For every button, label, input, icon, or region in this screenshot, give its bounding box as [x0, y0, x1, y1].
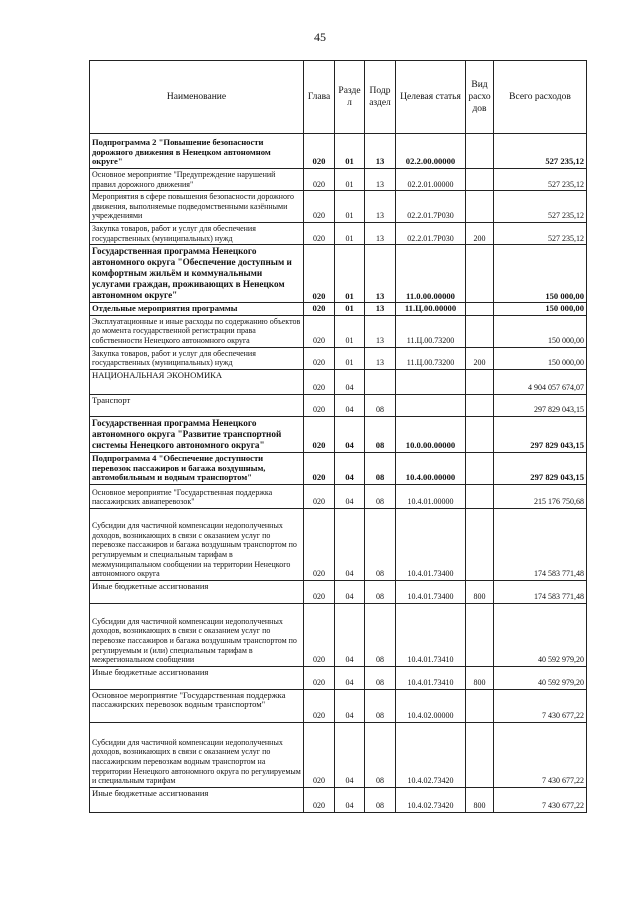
table-row: [90, 416, 587, 452]
header-target: Целевая статья: [396, 61, 466, 134]
row-target: 10.4.01.73410: [396, 603, 466, 666]
table-row: [90, 508, 587, 580]
row-chapter: 020: [304, 394, 335, 416]
row-chapter: 020: [304, 416, 335, 452]
row-kind: [466, 484, 494, 508]
table-row: [90, 787, 587, 812]
row-subsection: 08: [365, 722, 396, 787]
table-header-row: [90, 61, 587, 134]
header-total: Всего расходов: [494, 61, 587, 134]
row-section: 01: [335, 169, 365, 191]
row-kind: [466, 315, 494, 347]
table-row: [90, 689, 587, 722]
row-kind: 200: [466, 222, 494, 244]
row-kind: 800: [466, 580, 494, 603]
row-target: 02.2.01.7Р030: [396, 222, 466, 244]
row-subsection: 13: [365, 191, 396, 223]
table-row: [90, 134, 587, 169]
row-kind: [466, 369, 494, 394]
row-name: Субсидии для частичной компенсации недополученных доходов, возникающих в связи с оказанием услуг по перевозке пассажиров и багажа воздушным транспортом по регулируемым и специальным тарифам в межмуниципальном сообщении на территории Ненецкого автономного округа: [90, 508, 304, 580]
page-number: 45: [314, 30, 326, 44]
table-row: [90, 722, 587, 787]
row-chapter: 020: [304, 303, 335, 316]
row-name: Субсидии для частичной компенсации недополученных доходов, возникающих в связи с оказанием услуг по перевозке пассажиров и багажа воздушным транспортом по регулируемым и (или) специальным тарифам в межрегиональном сообщении: [90, 603, 304, 666]
row-kind: 200: [466, 347, 494, 369]
row-kind: 800: [466, 666, 494, 689]
row-name: Основное мероприятие "Государственная поддержка пассажирских перевозок водным транспортом": [90, 689, 304, 722]
table-row: [90, 580, 587, 603]
row-kind: 800: [466, 787, 494, 812]
row-total: 174 583 771,48: [494, 580, 587, 603]
row-target: 02.2.00.00000: [396, 134, 466, 169]
row-subsection: 08: [365, 787, 396, 812]
row-chapter: 020: [304, 315, 335, 347]
row-total: 297 829 043,15: [494, 394, 587, 416]
row-target: [396, 394, 466, 416]
row-section: 04: [335, 666, 365, 689]
row-subsection: 08: [365, 666, 396, 689]
table-row: [90, 394, 587, 416]
row-name: Основное мероприятие "Предупреждение нарушений правил дорожного движения": [90, 169, 304, 191]
row-total: 527 235,12: [494, 191, 587, 223]
row-section: 04: [335, 452, 365, 484]
row-kind: [466, 191, 494, 223]
row-total: 150 000,00: [494, 245, 587, 303]
row-total: 4 904 057 674,07: [494, 369, 587, 394]
header-section: Разде л: [335, 61, 365, 134]
row-kind: [466, 508, 494, 580]
row-section: 04: [335, 369, 365, 394]
row-chapter: 020: [304, 722, 335, 787]
row-target: 02.2.01.00000: [396, 169, 466, 191]
table-row: [90, 666, 587, 689]
table-row: [90, 369, 587, 394]
row-section: 04: [335, 689, 365, 722]
row-name: Государственная программа Ненецкого автономного округа "Обеспечение доступным и комфортным жильём и коммунальными услугами граждан, проживающих в Ненецком автономном округе": [90, 245, 304, 303]
row-name: Подпрограмма 4 "Обеспечение доступности перевозок пассажиров и багажа воздушным, автомобильным и водным транспортом": [90, 452, 304, 484]
row-kind: [466, 169, 494, 191]
row-target: 10.4.01.73400: [396, 580, 466, 603]
table-row: [90, 303, 587, 316]
row-target: 10.4.02.73420: [396, 787, 466, 812]
row-subsection: 08: [365, 394, 396, 416]
row-total: 40 592 979,20: [494, 603, 587, 666]
row-chapter: 020: [304, 169, 335, 191]
row-chapter: 020: [304, 452, 335, 484]
row-section: 04: [335, 603, 365, 666]
row-total: 527 235,12: [494, 169, 587, 191]
row-chapter: 020: [304, 787, 335, 812]
row-subsection: 08: [365, 416, 396, 452]
row-name: Основное мероприятие "Государственная поддержка пассажирских авиаперевозок": [90, 484, 304, 508]
row-kind: [466, 689, 494, 722]
row-subsection: 13: [365, 245, 396, 303]
row-section: 01: [335, 315, 365, 347]
row-subsection: 13: [365, 134, 396, 169]
row-section: 04: [335, 722, 365, 787]
row-section: 04: [335, 787, 365, 812]
row-chapter: 020: [304, 484, 335, 508]
header-name: Наименование: [90, 61, 304, 134]
row-name: НАЦИОНАЛЬНАЯ ЭКОНОМИКА: [90, 369, 304, 394]
row-name: Мероприятия в сфере повышения безопасности дорожного движения, выполняемые подведомственными казёнными учреждениями: [90, 191, 304, 223]
row-chapter: 020: [304, 689, 335, 722]
table-row: [90, 315, 587, 347]
row-subsection: 08: [365, 452, 396, 484]
row-total: 297 829 043,15: [494, 452, 587, 484]
table-row: [90, 191, 587, 223]
row-target: 11.Ц.00.73200: [396, 315, 466, 347]
table-row: [90, 484, 587, 508]
row-target: 10.4.01.73400: [396, 508, 466, 580]
table-row: [90, 169, 587, 191]
row-name: Эксплуатационные и иные расходы по содержанию объектов до момента государственной регистрации права собственности Ненецкого автономного округа: [90, 315, 304, 347]
row-section: 01: [335, 347, 365, 369]
row-chapter: 020: [304, 580, 335, 603]
row-total: 174 583 771,48: [494, 508, 587, 580]
row-target: 10.4.02.73420: [396, 722, 466, 787]
row-kind: [466, 303, 494, 316]
row-name: Иные бюджетные ассигнования: [90, 666, 304, 689]
table-row: [90, 347, 587, 369]
table-row: [90, 222, 587, 244]
row-subsection: 08: [365, 484, 396, 508]
row-chapter: 020: [304, 603, 335, 666]
row-subsection: 13: [365, 222, 396, 244]
row-section: 01: [335, 222, 365, 244]
row-section: 01: [335, 245, 365, 303]
row-name: Закупка товаров, работ и услуг для обеспечения государственных (муниципальных) нужд: [90, 347, 304, 369]
row-target: 11.Ц.00.73200: [396, 347, 466, 369]
table-row: [90, 245, 587, 303]
row-kind: [466, 134, 494, 169]
row-section: 01: [335, 134, 365, 169]
row-section: 04: [335, 580, 365, 603]
row-total: 150 000,00: [494, 347, 587, 369]
row-subsection: 13: [365, 169, 396, 191]
row-subsection: 08: [365, 508, 396, 580]
row-chapter: 020: [304, 508, 335, 580]
row-kind: [466, 603, 494, 666]
row-target: 10.4.01.73410: [396, 666, 466, 689]
row-kind: [466, 394, 494, 416]
row-kind: [466, 416, 494, 452]
row-total: 40 592 979,20: [494, 666, 587, 689]
header-kind: Вид расхо дов: [466, 61, 494, 134]
row-total: 7 430 677,22: [494, 722, 587, 787]
row-name: Транспорт: [90, 394, 304, 416]
row-name: Иные бюджетные ассигнования: [90, 787, 304, 812]
row-chapter: 020: [304, 134, 335, 169]
row-target: 02.2.01.7Р030: [396, 191, 466, 223]
row-total: 150 000,00: [494, 303, 587, 316]
header-chapter: Глава: [304, 61, 335, 134]
row-total: 7 430 677,22: [494, 787, 587, 812]
row-total: 150 000,00: [494, 315, 587, 347]
row-kind: [466, 452, 494, 484]
row-total: 215 176 750,68: [494, 484, 587, 508]
row-subsection: 13: [365, 347, 396, 369]
row-subsection: 08: [365, 603, 396, 666]
row-section: 01: [335, 191, 365, 223]
row-name: Субсидии для частичной компенсации недополученных доходов, возникающих в связи с оказанием услуг по пассажирским перевозкам водным транспортом на территории Ненецкого автономного округа по регулируемым и специальным тарифам: [90, 722, 304, 787]
row-subsection: 13: [365, 303, 396, 316]
row-total: 297 829 043,15: [494, 416, 587, 452]
row-chapter: 020: [304, 347, 335, 369]
row-subsection: [365, 369, 396, 394]
row-name: Закупка товаров, работ и услуг для обеспечения государственных (муниципальных) нужд: [90, 222, 304, 244]
row-section: 01: [335, 303, 365, 316]
row-chapter: 020: [304, 222, 335, 244]
table-row: [90, 603, 587, 666]
row-total: 527 235,12: [494, 222, 587, 244]
row-section: 04: [335, 394, 365, 416]
row-name: Иные бюджетные ассигнования: [90, 580, 304, 603]
row-name: Отдельные мероприятия программы: [90, 303, 304, 316]
row-section: 04: [335, 484, 365, 508]
row-total: 527 235,12: [494, 134, 587, 169]
row-target: 10.4.00.00000: [396, 452, 466, 484]
row-target: 10.4.02.00000: [396, 689, 466, 722]
row-name: Подпрограмма 2 "Повышение безопасности дорожного движения в Ненецком автономном округе": [90, 134, 304, 169]
row-subsection: 08: [365, 580, 396, 603]
row-kind: [466, 245, 494, 303]
row-target: 11.Ц.00.00000: [396, 303, 466, 316]
row-chapter: 020: [304, 191, 335, 223]
row-section: 04: [335, 508, 365, 580]
row-chapter: 020: [304, 666, 335, 689]
row-target: 11.0.00.00000: [396, 245, 466, 303]
row-subsection: 13: [365, 315, 396, 347]
row-total: 7 430 677,22: [494, 689, 587, 722]
row-name: Государственная программа Ненецкого автономного округа "Развитие транспортной системы Ненецкого автономного округа": [90, 416, 304, 452]
header-subsection: Подр аздел: [365, 61, 396, 134]
row-target: 10.4.01.00000: [396, 484, 466, 508]
row-chapter: 020: [304, 245, 335, 303]
budget-table: [89, 60, 587, 813]
row-target: 10.0.00.00000: [396, 416, 466, 452]
row-subsection: 08: [365, 689, 396, 722]
row-kind: [466, 722, 494, 787]
row-target: [396, 369, 466, 394]
row-section: 04: [335, 416, 365, 452]
row-chapter: 020: [304, 369, 335, 394]
table-row: [90, 452, 587, 484]
